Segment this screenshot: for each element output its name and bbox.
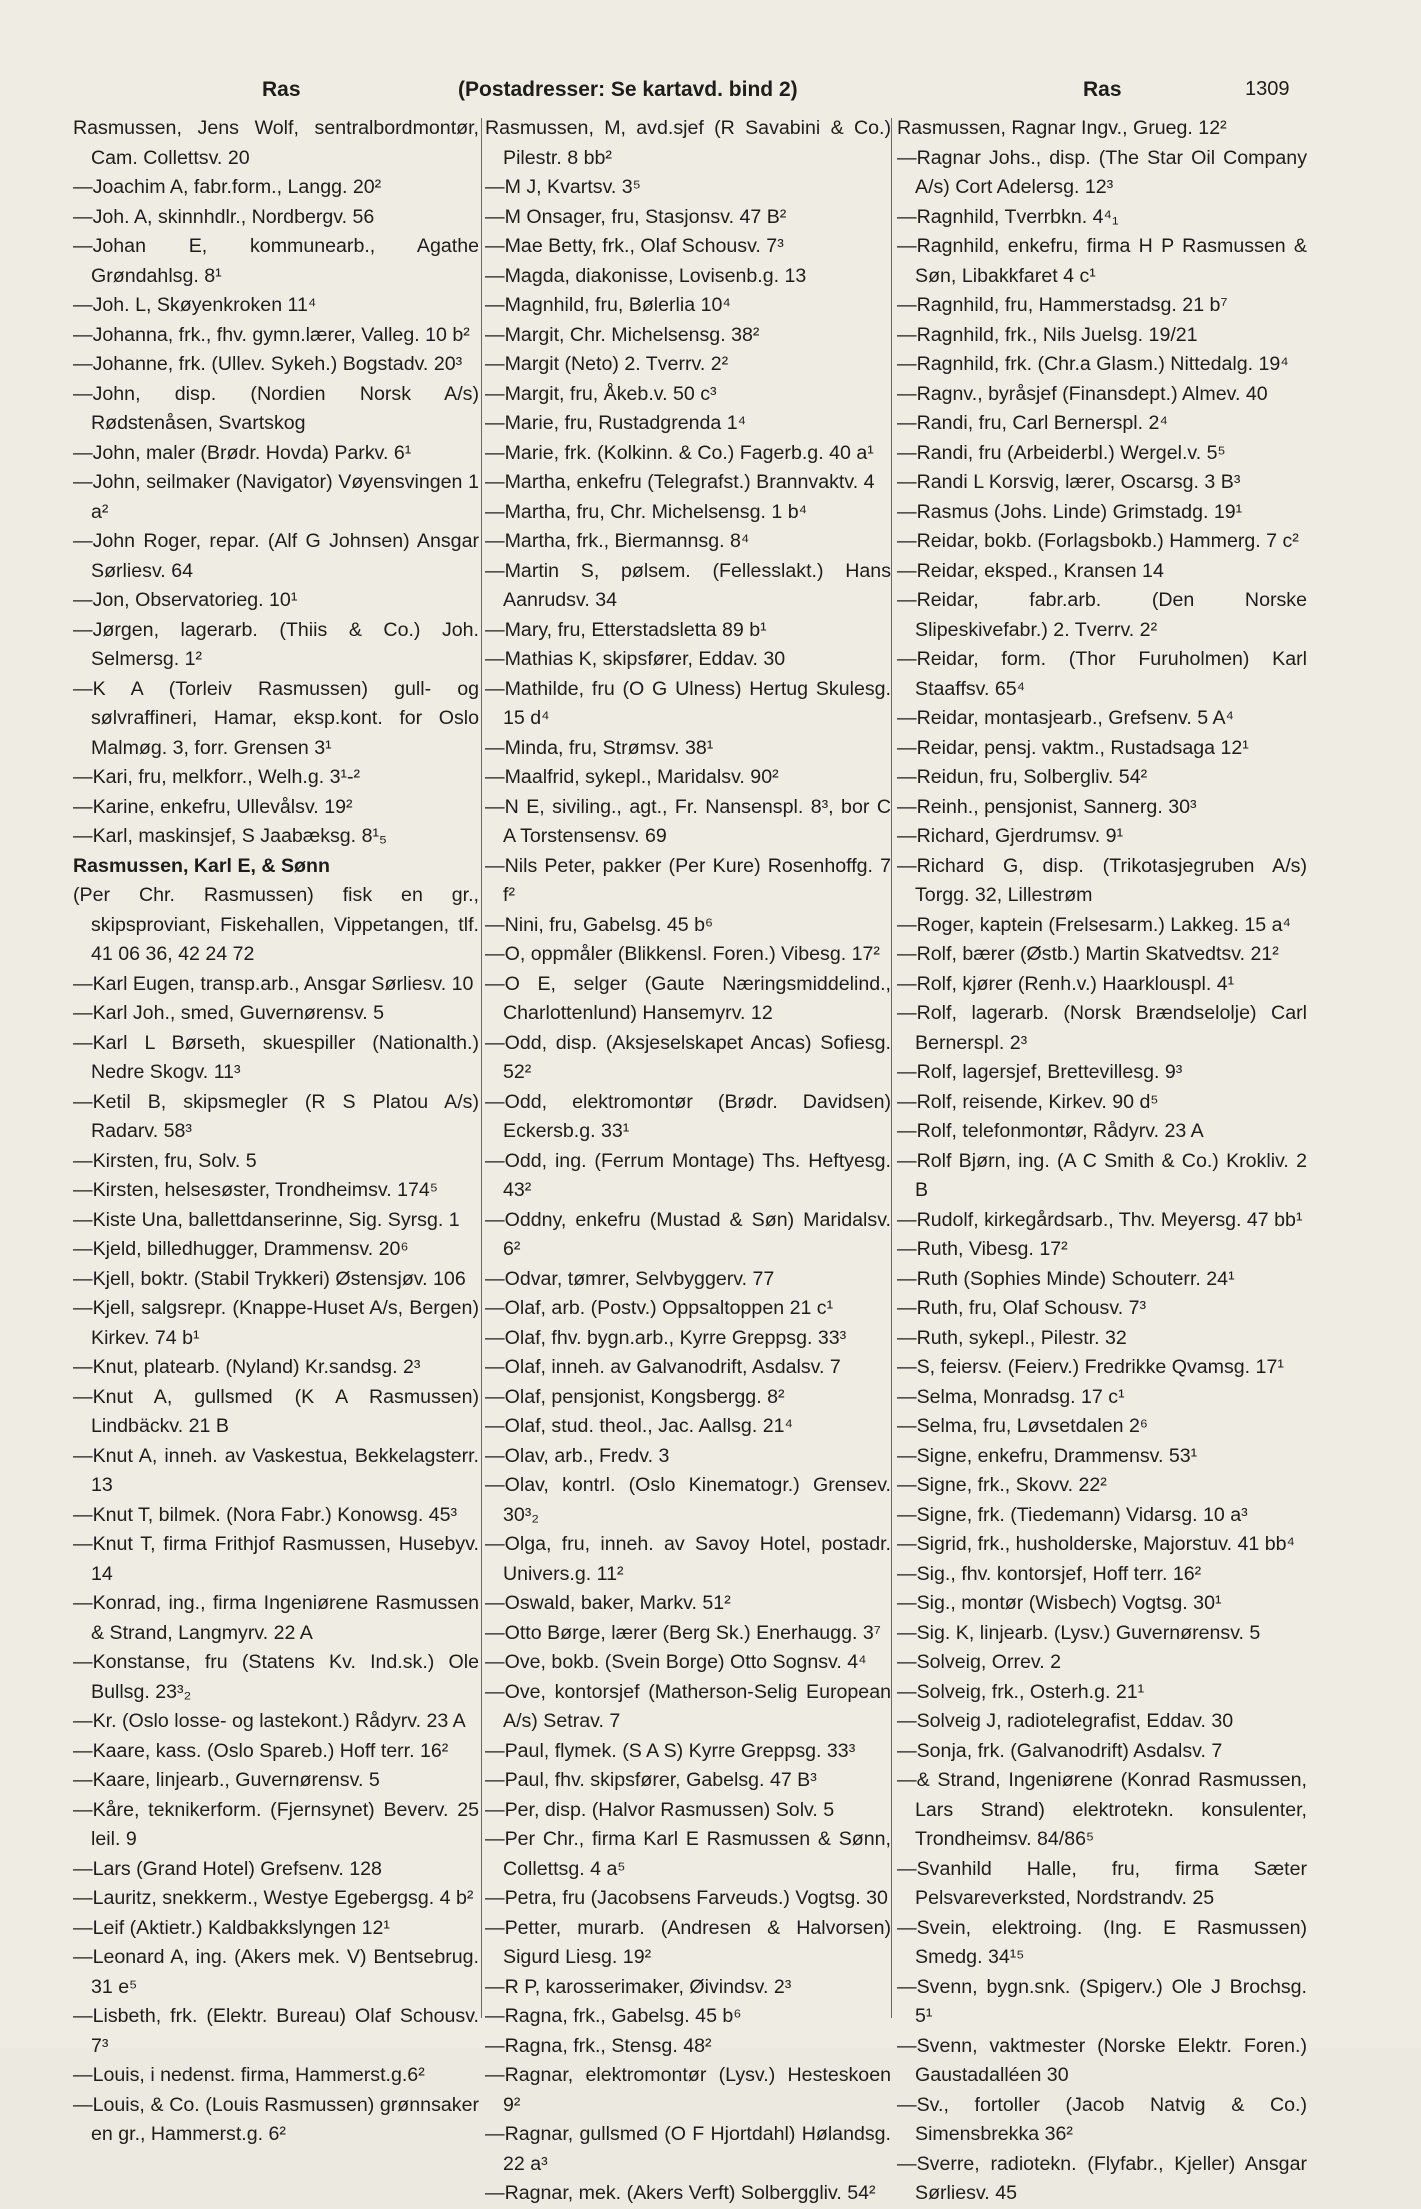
directory-entry: —Rolf, bærer (Østb.) Martin Skatvedtsv. 21²	[897, 943, 1279, 965]
directory-entry: —Reidar, bokb. (Forlagsbokb.) Hammerg. 7 c²	[897, 530, 1299, 552]
directory-entry: —Louis, i nedenst. firma, Hammerst.g.6²	[73, 2064, 425, 2086]
directory-entry: —Kr. (Oslo losse- og lastekont.) Rådyrv. 23 A	[73, 1710, 466, 1732]
column-divider	[891, 118, 892, 2018]
directory-entry: —& Strand, Ingeniørene (Konrad Rasmussen, Lars Strand) elektrotekn. konsulenter, Trondheimsv. 84/86⁵	[897, 1769, 1307, 1850]
directory-entry: —Mathias K, skipsfører, Eddav. 30	[485, 648, 786, 670]
directory-entry: —Jørgen, lagerarb. (Thiis & Co.) Joh. Selmersg. 1²	[73, 618, 479, 670]
directory-entry: —Sig. K, linjearb. (Lysv.) Guvernørensv. 5	[897, 1621, 1261, 1644]
directory-entry: —Roger, kaptein (Frelsesarm.) Lakkeg. 15 a⁴	[897, 913, 1291, 936]
directory-entry: —Minda, fru, Strømsv. 38¹	[485, 736, 714, 759]
directory-entry: —Louis, & Co. (Louis Rasmussen) grønnsaker en gr., Hammerst.g. 6²	[73, 2093, 479, 2145]
page-header	[0, 78, 1421, 112]
directory-entry: —Ragnar, mek. (Akers Verft) Solberggliv. 54²	[485, 2182, 876, 2204]
directory-entry: —Rolf, lagersjef, Brettevillesg. 9³	[897, 1061, 1183, 1083]
directory-entry: —Ragna, frk., Stensg. 48²	[485, 2034, 712, 2057]
directory-entry: —Nini, fru, Gabelsg. 45 b⁶	[485, 913, 714, 936]
directory-entry: —Mary, fru, Etterstadsletta 89 b¹	[485, 618, 767, 641]
directory-entry: —Reidar, form. (Thor Furuholmen) Karl Staaffsv. 65⁴	[897, 648, 1307, 700]
directory-entry: —Rolf, kjører (Renh.v.) Haarklouspl. 4¹	[897, 972, 1235, 995]
directory-entry: Rasmussen, M, avd.sjef (R Savabini & Co.) Pilestr. 8 bb²	[485, 117, 891, 169]
directory-entry: —Karine, enkefru, Ullevålsv. 19²	[73, 795, 353, 818]
directory-entry: —Kjeld, billedhugger, Drammensv. 20⁶	[73, 1238, 409, 1260]
directory-entry: —Rolf, reisende, Kirkev. 90 d⁵	[897, 1090, 1159, 1113]
directory-entry: —Selma, fru, Løvsetdalen 2⁶	[897, 1415, 1148, 1437]
directory-entry: —Olaf, fhv. bygn.arb., Kyrre Greppsg. 33³	[485, 1326, 847, 1349]
directory-entry: —Reidar, montasjearb., Grefsenv. 5 A⁴	[897, 707, 1234, 729]
header-left-keyword: Ras	[262, 78, 301, 101]
directory-entry: —Paul, fhv. skipsfører, Gabelsg. 47 B³	[485, 1769, 817, 1791]
directory-entry: —Maalfrid, sykepl., Maridalsv. 90²	[485, 766, 779, 788]
directory-entry: —Ruth, fru, Olaf Schousv. 7³	[897, 1297, 1147, 1319]
directory-entry: Rasmussen, Jens Wolf, sentralbordmontør, Cam. Collettsv. 20	[73, 117, 479, 169]
directory-entry: —Knut A, gullsmed (K A Rasmussen) Lindbäckv. 21 B	[73, 1385, 479, 1437]
directory-entry: —M J, Kvartsv. 3⁵	[485, 176, 641, 198]
directory-entry: —Magda, diakonisse, Lovisenb.g. 13	[485, 264, 807, 287]
directory-entry: —Ragnar, elektromontør (Lysv.) Hesteskoen 9²	[485, 2064, 891, 2116]
directory-entry: —Leonard A, ing. (Akers mek. V) Bentsebrug. 31 e⁵	[73, 1946, 479, 1998]
directory-entry: —John, seilmaker (Navigator) Vøyensvingen 1 a²	[73, 471, 479, 523]
directory-entry: —Lisbeth, frk. (Elektr. Bureau) Olaf Schousv. 7³	[73, 2005, 479, 2057]
directory-entry: —Ragnhild, Tverrbkn. 4⁴₁	[897, 205, 1119, 228]
directory-entry: —Randi L Korsvig, lærer, Oscarsg. 3 B³	[897, 471, 1241, 493]
column-2	[485, 114, 891, 2209]
directory-entry: —John, maler (Brødr. Hovda) Parkv. 6¹	[73, 441, 412, 464]
directory-entry: —Rolf, telefonmontør, Rådyrv. 23 A	[897, 1120, 1204, 1142]
directory-entry: —Ragna, frk., Gabelsg. 45 b⁶	[485, 2005, 742, 2027]
directory-entry: —Martha, enkefru (Telegrafst.) Brannvaktv. 4	[485, 471, 875, 493]
directory-entry: —Olaf, inneh. av Galvanodrift, Asdalsv. 7	[485, 1356, 841, 1378]
directory-entry: —Ragnar, gullsmed (O F Hjortdahl) Hølandsg. 22 a³	[485, 2123, 891, 2175]
directory-entry: —Solveig J, radiotelegrafist, Eddav. 30	[897, 1710, 1234, 1732]
directory-entry: —Marie, fru, Rustadgrenda 1⁴	[485, 412, 747, 434]
directory-entry: —Sigrid, frk., husholderske, Majorstuv. 41 bb⁴	[897, 1533, 1295, 1555]
directory-entry: —Ruth, sykepl., Pilestr. 32	[897, 1326, 1127, 1349]
directory-entry: —Oswald, baker, Markv. 51²	[485, 1592, 731, 1614]
directory-entry: —Ragnhild, enkefru, firma H P Rasmussen & Søn, Libakkfaret 4 c¹	[897, 235, 1307, 287]
directory-entry: —Oddny, enkefru (Mustad & Søn) Maridalsv. 6²	[485, 1208, 891, 1260]
directory-entry: Rasmussen, Ragnar Ingv., Grueg. 12²	[897, 117, 1227, 139]
directory-entry: —Randi, fru, Carl Bernerspl. 2⁴	[897, 412, 1168, 434]
directory-entry: —Knut T, firma Frithjof Rasmussen, Husebyv. 14	[73, 1533, 479, 1585]
directory-entry: —Joachim A, fabr.form., Langg. 20²	[73, 176, 382, 198]
directory-entry: —John, disp. (Nordien Norsk A/s) Rødstenåsen, Svartskog	[73, 382, 479, 434]
directory-entry: —Olav, arb., Fredv. 3	[485, 1444, 670, 1467]
directory-entry: —Margit (Neto) 2. Tverrv. 2²	[485, 353, 729, 375]
directory-entry: —Olaf, pensjonist, Kongsbergg. 8²	[485, 1385, 785, 1408]
directory-entry: —Per, disp. (Halvor Rasmussen) Solv. 5	[485, 1798, 835, 1821]
directory-entry: —Jon, Observatorieg. 10¹	[73, 589, 298, 611]
directory-entry: —Martha, fru, Chr. Michelsensg. 1 b⁴	[485, 500, 808, 523]
directory-entry: —Sverre, radiotekn. (Flyfabr., Kjeller) Ansgar Sørliesv. 45	[897, 2152, 1307, 2204]
directory-entry: —Mathilde, fru (O G Ulness) Hertug Skulesg. 15 d⁴	[485, 677, 891, 729]
header-right-keyword: Ras	[1083, 78, 1122, 101]
directory-entry: —Karl, maskinsjef, S Jaabæksg. 8¹₅	[73, 825, 387, 847]
directory-entry: —Svein, elektroing. (Ing. E Rasmussen) Smedg. 34¹⁵	[897, 1916, 1307, 1968]
directory-entry: —Ragnar Johs., disp. (The Star Oil Company A/s) Cort Adelersg. 12³	[897, 146, 1307, 198]
directory-entry: —Joh. A, skinnhdlr., Nordbergv. 56	[73, 205, 375, 228]
directory-entry: —Signe, frk. (Tiedemann) Vidarsg. 10 a³	[897, 1503, 1248, 1526]
directory-entry: —Olav, kontrl. (Oslo Kinematogr.) Grensev. 30³₂	[485, 1474, 891, 1526]
directory-entry: —Richard G, disp. (Trikotasjegruben A/s) Torgg. 32, Lillestrøm	[897, 854, 1307, 906]
directory-entry: —Kjell, salgsrepr. (Knappe-Huset A/s, Bergen) Kirkev. 74 b¹	[73, 1297, 479, 1349]
directory-entry: —Ruth, Vibesg. 17²	[897, 1238, 1068, 1260]
directory-entry: —Karl Eugen, transp.arb., Ansgar Sørliesv. 10	[73, 972, 474, 995]
directory-entry: —Sonja, frk. (Galvanodrift) Asdalsv. 7	[897, 1739, 1223, 1762]
directory-entry: —Kiste Una, ballettdanserinne, Sig. Syrsg. 1	[73, 1208, 460, 1231]
directory-entry: —Svenn, bygn.snk. (Spigerv.) Ole J Brochsg. 5¹	[897, 1975, 1307, 2027]
directory-entry: —Olaf, arb. (Postv.) Oppsaltoppen 21 c¹	[485, 1297, 834, 1319]
directory-entry: —N E, siviling., agt., Fr. Nansenspl. 8³, bor C A Torstensensv. 69	[485, 795, 891, 847]
directory-entry: —Leif (Aktietr.) Kaldbakkslyngen 12¹	[73, 1916, 390, 1939]
directory-entry: —Kirsten, helsesøster, Trondheimsv. 174⁵	[73, 1179, 438, 1201]
directory-entry: —Reidar, eksped., Kransen 14	[897, 559, 1164, 582]
directory-entry: —Kjell, boktr. (Stabil Trykkeri) Østensjøv. 106	[73, 1267, 466, 1290]
directory-entry-heading: Rasmussen, Karl E, & Sønn	[73, 854, 330, 877]
directory-entry: —Ove, kontorsjef (Matherson-Selig European A/s) Setrav. 7	[485, 1680, 891, 1732]
directory-entry: —Rolf Bjørn, ing. (A C Smith & Co.) Krokliv. 2 B	[897, 1149, 1307, 1201]
directory-entry: —M Onsager, fru, Stasjonsv. 47 B²	[485, 205, 787, 228]
directory-entry: —Kaare, kass. (Oslo Spareb.) Hoff terr. 16²	[73, 1739, 449, 1762]
directory-entry: —Kari, fru, melkforr., Welh.g. 3¹-²	[73, 766, 361, 788]
directory-entry: —Nils Peter, pakker (Per Kure) Rosenhoffg. 7 f²	[485, 854, 891, 906]
directory-entry: —Olga, fru, inneh. av Savoy Hotel, postadr. Univers.g. 11²	[485, 1533, 891, 1585]
directory-entry: —Lauritz, snekkerm., Westye Egebergsg. 4 b²	[73, 1887, 474, 1909]
directory-entry: —Odvar, tømrer, Selvbyggerv. 77	[485, 1267, 775, 1290]
directory-entry: —Paul, flymek. (S A S) Kyrre Greppsg. 33³	[485, 1739, 856, 1762]
directory-entry: —Martin S, pølsem. (Fellesslakt.) Hans Aanrudsv. 34	[485, 559, 891, 611]
directory-entry: —Margit, Chr. Michelsensg. 38²	[485, 323, 760, 346]
directory-entry: —Odd, elektromontør (Brødr. Davidsen) Eckersb.g. 33¹	[485, 1090, 891, 1142]
directory-entry: —Otto Børge, lærer (Berg Sk.) Enerhaugg. 3⁷	[485, 1621, 881, 1644]
directory-entry: —Per Chr., firma Karl E Rasmussen & Sønn, Collettsg. 4 a⁵	[485, 1828, 891, 1880]
directory-entry: —Ketil B, skipsmegler (R S Platou A/s) Radarv. 58³	[73, 1090, 479, 1142]
directory-entry: —Ruth (Sophies Minde) Schouterr. 24¹	[897, 1267, 1235, 1290]
directory-entry: —Margit, fru, Åkeb.v. 50 c³	[485, 382, 717, 405]
directory-entry: —Knut, platearb. (Nyland) Kr.sandsg. 2³	[73, 1356, 421, 1378]
directory-entry: —S, feiersv. (Feierv.) Fredrikke Qvamsg. 17¹	[897, 1356, 1284, 1378]
directory-entry: —Signe, enkefru, Drammensv. 53¹	[897, 1444, 1198, 1467]
directory-entry: —Rasmus (Johs. Linde) Grimstadg. 19¹	[897, 500, 1243, 523]
directory-entry: —Knut A, inneh. av Vaskestua, Bekkelagsterr. 13	[73, 1444, 479, 1496]
directory-entry: —Svenn, vaktmester (Norske Elektr. Foren.) Gaustadalléen 30	[897, 2034, 1307, 2086]
directory-entry: —Reidar, pensj. vaktm., Rustadsaga 12¹	[897, 736, 1249, 759]
directory-entry: —K A (Torleiv Rasmussen) gull- og sølvraffineri, Hamar, eksp.kont. for Oslo Malmøg. 3, forr. Grensen 3¹	[73, 677, 479, 759]
directory-entry: —Ragnhild, frk., Nils Juelsg. 19/21	[897, 323, 1198, 346]
directory-entry: —Signe, frk., Skovv. 22²	[897, 1474, 1107, 1496]
header-postal-note: (Postadresser: Se kartavd. bind 2)	[458, 78, 798, 101]
directory-entry: —Rudolf, kirkegårdsarb., Thv. Meyersg. 47 bb¹	[897, 1208, 1303, 1231]
directory-entry: —Johanna, frk., fhv. gymn.lærer, Valleg. 10 b²	[73, 323, 470, 346]
directory-entry: —Rolf, lagerarb. (Norsk Brændselolje) Carl Bernerspl. 2³	[897, 1002, 1307, 1054]
directory-entry: —Karl L Børseth, skuespiller (Nationalth.) Nedre Skogv. 11³	[73, 1031, 479, 1083]
directory-entry: —Johanne, frk. (Ullev. Sykeh.) Bogstadv. 20³	[73, 353, 463, 375]
directory-entry: —Petra, fru (Jacobsens Farveuds.) Vogtsg. 30	[485, 1887, 888, 1909]
directory-entry: —Lars (Grand Hotel) Grefsenv. 128	[73, 1857, 382, 1880]
directory-entry: —Konrad, ing., firma Ingeniørene Rasmussen & Strand, Langmyrv. 22 A	[73, 1592, 479, 1644]
directory-entry: —Kåre, teknikerform. (Fjernsynet) Beverv. 25 leil. 9	[73, 1798, 479, 1850]
column-3	[897, 114, 1307, 2209]
directory-entry: —Reidar, fabr.arb. (Den Norske Slipeskivefabr.) 2. Tverrv. 2²	[897, 589, 1307, 641]
directory-entry: —R P, karosserimaker, Øivindsv. 2³	[485, 1975, 792, 1998]
directory-entry: —Odd, ing. (Ferrum Montage) Ths. Heftyesg. 43²	[485, 1149, 891, 1201]
directory-entry: —Solveig, Orrev. 2	[897, 1651, 1062, 1673]
column-divider	[481, 118, 482, 2018]
directory-entry: —Sig., montør (Wisbech) Vogtsg. 30¹	[897, 1592, 1222, 1614]
directory-entry: —Martha, frk., Biermannsg. 8⁴	[485, 530, 750, 552]
directory-entry: —Mae Betty, frk., Olaf Schousv. 7³	[485, 235, 784, 257]
directory-entry: —Kirsten, fru, Solv. 5	[73, 1149, 257, 1172]
directory-entry: —Richard, Gjerdrumsv. 9¹	[897, 825, 1124, 847]
directory-entry: —Johan E, kommunearb., Agathe Grøndahlsg. 8¹	[73, 235, 479, 287]
directory-entry: —Solveig, frk., Osterh.g. 21¹	[897, 1680, 1145, 1703]
directory-entry: —Kaare, linjearb., Guvernørensv. 5	[73, 1769, 380, 1791]
directory-entry: —Joh. L, Skøyenkroken 11⁴	[73, 294, 317, 316]
directory-entry: —Reinh., pensjonist, Sannerg. 30³	[897, 795, 1197, 818]
directory-entry: —Ragnhild, fru, Hammerstadsg. 21 b⁷	[897, 294, 1228, 316]
directory-entry: —Olaf, stud. theol., Jac. Aallsg. 21⁴	[485, 1415, 793, 1437]
page-number: 1309	[1245, 78, 1290, 100]
directory-entry: —O E, selger (Gaute Næringsmiddelind., Charlottenlund) Hansemyrv. 12	[485, 972, 891, 1024]
directory-entry: —Ragnv., byråsjef (Finansdept.) Almev. 40	[897, 382, 1268, 405]
directory-entry: —John Roger, repar. (Alf G Johnsen) Ansgar Sørliesv. 64	[73, 530, 479, 582]
directory-entry: —Ragnhild, frk. (Chr.a Glasm.) Nittedalg. 19⁴	[897, 353, 1289, 375]
directory-entry: —Konstanse, fru (Statens Kv. Ind.sk.) Ole Bullsg. 23³₂	[73, 1651, 479, 1703]
directory-entry: —Karl Joh., smed, Guvernørensv. 5	[73, 1002, 385, 1024]
directory-entry: —Sig., fhv. kontorsjef, Hoff terr. 16²	[897, 1562, 1202, 1585]
directory-entry: —Ove, bokb. (Svein Borge) Otto Sognsv. 4⁴	[485, 1651, 867, 1673]
directory-entry: —Magnhild, fru, Bølerlia 10⁴	[485, 294, 731, 316]
column-1	[73, 114, 479, 2150]
directory-entry: —Marie, frk. (Kolkinn. & Co.) Fagerb.g. 40 a¹	[485, 441, 874, 464]
directory-entry: —Sv., fortoller (Jacob Natvig & Co.) Simensbrekka 36²	[897, 2093, 1307, 2145]
directory-entry: —Petter, murarb. (Andresen & Halvorsen) Sigurd Liesg. 19²	[485, 1916, 891, 1968]
directory-entry: —Reidun, fru, Solbergliv. 54²	[897, 766, 1148, 788]
directory-entry: —Knut T, bilmek. (Nora Fabr.) Konowsg. 45³	[73, 1503, 458, 1526]
directory-entry: —Svanhild Halle, fru, firma Sæter Pelsvareverksted, Nordstrandv. 25	[897, 1857, 1307, 1909]
directory-entry: —O, oppmåler (Blikkensl. Foren.) Vibesg. 17²	[485, 943, 880, 965]
directory-entry: —Selma, Monradsg. 17 c¹	[897, 1385, 1125, 1408]
directory-entry: (Per Chr. Rasmussen) fisk en gr., skipsproviant, Fiskehallen, Vippetangen, tlf. 41 06 36, 42 24 72	[73, 884, 479, 965]
directory-entry: —Randi, fru (Arbeiderbl.) Wergel.v. 5⁵	[897, 441, 1226, 464]
directory-entry: —Odd, disp. (Aksjeselskapet Ancas) Sofiesg. 52²	[485, 1031, 891, 1083]
